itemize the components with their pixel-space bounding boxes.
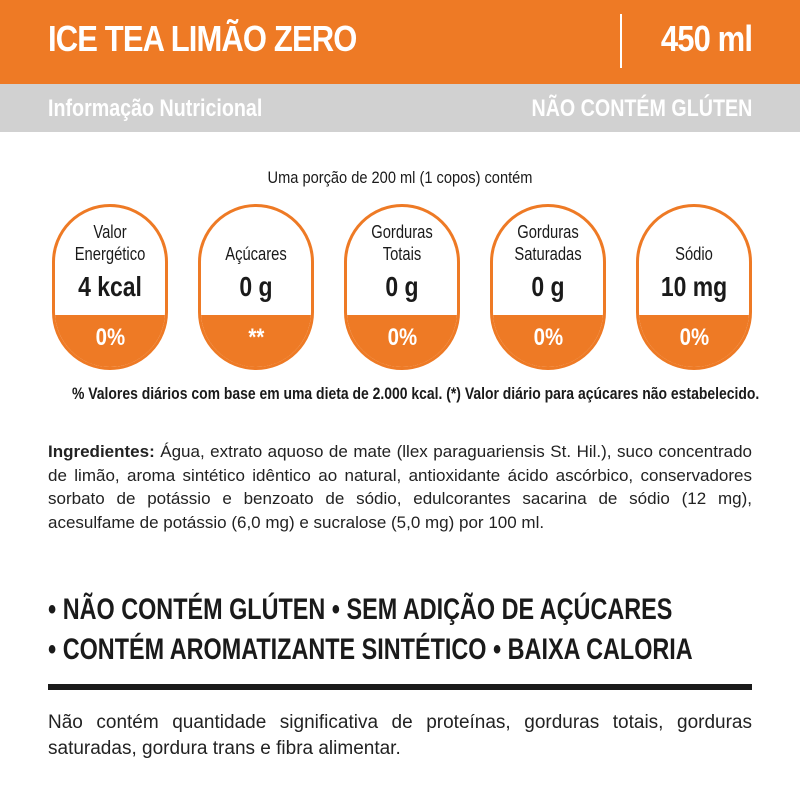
- badge-value: 0 g: [531, 271, 565, 302]
- section-divider: [48, 684, 752, 690]
- badge-sugars: [198, 204, 314, 370]
- badge-saturated-fat: [490, 204, 606, 370]
- badge-label: Açúcares: [225, 244, 287, 264]
- badge-sodium: [636, 204, 752, 370]
- insignificant-nutrients-note: Não contém quantidade significativa de proteínas, gorduras totais, gorduras saturadas, gordura trans e fibra alimentar.: [48, 712, 752, 759]
- subheader-bar: [0, 84, 800, 132]
- portion-text: Uma porção de 200 ml (1 copos) contém: [267, 168, 533, 187]
- badge-percent: 0%: [347, 315, 457, 367]
- product-title: ICE TEA LIMÃO ZERO: [48, 18, 357, 59]
- badge-total-fat: [344, 204, 460, 370]
- badge-value: 0 g: [385, 271, 419, 302]
- ingredients-paragraph: [48, 440, 752, 534]
- badge-percent: 0%: [639, 315, 749, 367]
- nutrition-info-heading: Informação Nutricional: [48, 95, 263, 122]
- badge-value: 4 kcal: [78, 271, 142, 302]
- badge-label: Gorduras Totais: [371, 222, 433, 264]
- badge-percent: 0%: [493, 315, 603, 367]
- badge-percent: 0%: [55, 315, 165, 367]
- daily-values-footnote: % Valores diários com base em uma dieta de 2.000 kcal. (*) Valor diário para açúcares não estabelecido.: [72, 384, 760, 403]
- header-bar: [0, 0, 800, 84]
- ingredients-heading: Ingredientes:: [48, 442, 155, 461]
- header-divider: [620, 14, 622, 68]
- badge-label: Valor Energético: [74, 222, 146, 264]
- product-claims: [48, 590, 693, 670]
- gluten-free-heading: NÃO CONTÉM GLÚTEN: [531, 95, 752, 122]
- badge-label: Sódio: [675, 244, 713, 264]
- badge-energy: [52, 204, 168, 370]
- product-volume: 450 ml: [660, 18, 752, 59]
- badge-value: 10 mg: [660, 271, 728, 302]
- nutrient-badges: [52, 204, 752, 374]
- claims-line-1: • NÃO CONTÉM GLÚTEN • SEM ADIÇÃO DE AÇÚCARES: [48, 593, 673, 626]
- ingredients-text: Água, extrato aquoso de mate (llex paraguariensis St. Hil.), suco concentrado de limão, aroma sintético idêntico ao natural, antioxidante ácido ascórbico, conservadores sorbato de potássio e benzoato de sódio, edulcorantes sacarina de sódio (12 mg), acesulfame de potássio (6,0 mg) e sucralose (5,0 mg) por 100 ml.: [48, 442, 752, 532]
- claims-line-2: • CONTÉM AROMATIZANTE SINTÉTICO • BAIXA CALORIA: [48, 633, 693, 666]
- badge-label: Gorduras Saturadas: [514, 222, 582, 264]
- badge-value: 0 g: [239, 271, 273, 302]
- badge-percent: **: [201, 315, 311, 367]
